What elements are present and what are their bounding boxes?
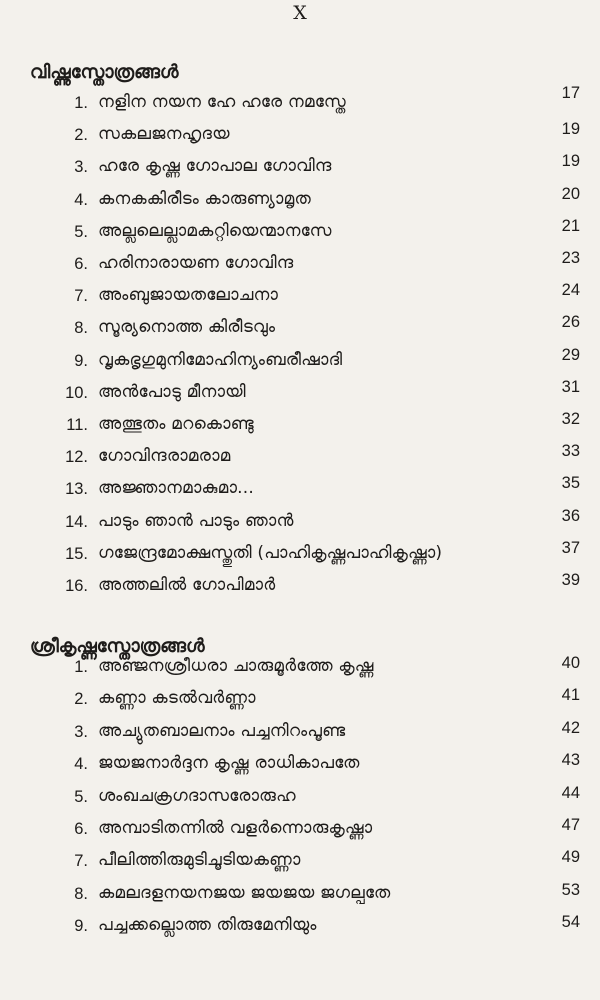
toc-entry-page: 40 <box>561 654 580 672</box>
toc-entry-number: 7. <box>74 852 88 871</box>
toc-entry <box>0 879 600 909</box>
toc-entry-page: 39 <box>561 571 580 589</box>
toc-entry-title: വൃകഭൃഗുമുനിമോഹിന്യംബരീഷാദി <box>98 349 343 370</box>
toc-entry-number: 16. <box>65 577 88 595</box>
toc-entry-title: അംബുജായതലോചനാ <box>98 285 279 306</box>
toc-entry-number: 13. <box>65 480 88 499</box>
toc-entry-title: അമ്പാടിതന്നിൽ വളർന്നൊരുകൃഷ്ണാ <box>98 818 373 838</box>
toc-entry <box>0 911 600 941</box>
toc-entry-number: 3. <box>74 158 88 177</box>
toc-entry-page: 29 <box>561 345 580 364</box>
toc-entry-page: 19 <box>561 152 580 171</box>
toc-entry-number: 6. <box>74 820 88 838</box>
toc-entry <box>0 749 600 779</box>
toc-entry-number: 12. <box>65 448 88 467</box>
toc-entry-number: 1. <box>74 658 88 676</box>
toc-entry-page: 32 <box>561 410 580 428</box>
toc-entry <box>0 378 600 408</box>
toc-entry-title: ഹരിനാരായണ ഗോവിന്ദ <box>98 253 294 273</box>
toc-entry-page: 47 <box>561 816 580 834</box>
toc-entry <box>0 571 600 601</box>
toc-entry-page: 24 <box>561 281 580 300</box>
toc-entry <box>0 313 600 343</box>
toc-entry <box>0 539 600 569</box>
toc-entry <box>0 507 600 537</box>
section-heading-sreekrishna: ശ്രീകൃഷ്ണസ്തോത്രങ്ങൾ <box>30 636 205 657</box>
toc-entry <box>0 152 600 182</box>
toc-entry <box>0 249 600 279</box>
toc-entry-title: ഗജേന്ദ്രമോക്ഷസ്തുതി (പാഹികൃഷ്ണപാഹികൃഷ്ണാ) <box>98 542 443 563</box>
toc-entry <box>0 814 600 844</box>
toc-entry-title: അൻപോടു മീനായി <box>98 381 246 402</box>
toc-entry <box>0 684 600 714</box>
toc-entry-number: 8. <box>74 884 88 903</box>
toc-entry-page: 20 <box>561 184 580 203</box>
toc-entry-number: 4. <box>74 755 88 774</box>
toc-entry-title: പീലിത്തിരുമുടിചൂടിയകണ്ണാ <box>98 850 301 871</box>
toc-entry-page: 42 <box>561 718 580 737</box>
toc-entry-number: 7. <box>74 287 88 306</box>
toc-entry-title: അഞ്ജനശ്രീധരാ ചാരുമൂർത്തേ കൃഷ്ണ <box>98 656 374 676</box>
toc-entry-number: 14. <box>65 512 88 531</box>
toc-entry-number: 5. <box>74 787 88 806</box>
toc-entry-title: സകലജനഹൃദയ <box>98 124 230 145</box>
toc-entry <box>0 185 600 215</box>
toc-entry-page: 33 <box>561 442 580 461</box>
toc-entry <box>0 474 600 504</box>
toc-entry <box>0 120 600 150</box>
toc-entry-number: 10. <box>65 383 88 402</box>
toc-entry <box>0 346 600 376</box>
toc-entry-title: കനകകിരീടം കാരുണ്യാമൃത <box>98 188 311 209</box>
toc-entry-page: 49 <box>561 848 580 867</box>
toc-entry-number: 4. <box>74 190 88 209</box>
toc-entry-page: 21 <box>561 216 580 235</box>
toc-entry-title: സൂര്യനൊത്ത കിരീടവും <box>98 317 276 338</box>
toc-entry-number: 8. <box>74 319 88 338</box>
toc-entry-page: 26 <box>561 313 580 332</box>
toc-entry-page: 19 <box>561 120 580 139</box>
toc-entry-page: 53 <box>561 880 580 899</box>
toc-entry-number: 15. <box>65 544 88 563</box>
toc-entry-page: 35 <box>561 474 580 493</box>
toc-entry-number: 6. <box>74 255 88 273</box>
toc-entry <box>0 281 600 311</box>
toc-entry-title: പാടും ഞാൻ പാടും ഞാൻ <box>98 510 294 531</box>
toc-entry-number: 9. <box>74 917 88 936</box>
toc-entry-page: 41 <box>561 686 580 705</box>
toc-entry-title: അത്ഭുതം മറകൊണ്ടു <box>98 414 254 434</box>
toc-entry-number: 1. <box>74 94 88 112</box>
toc-entry-title: അച്യുതബാലനാം പച്ചനിറംപൂണ്ട <box>98 720 346 741</box>
toc-entry <box>0 717 600 747</box>
toc-entry-title: ശംഖചക്രഗദാസരോരുഹ <box>98 785 296 806</box>
toc-entry-page: 36 <box>561 506 580 525</box>
toc-entry-number: 5. <box>74 222 88 241</box>
toc-entry-page: 31 <box>561 377 580 396</box>
toc-entry-page: 54 <box>561 913 580 932</box>
toc-entry-title: അത്തലിൽ ഗോപിമാർ <box>98 575 276 595</box>
toc-entry <box>0 846 600 876</box>
toc-entry-title: നളിന നയന ഹേ ഹരേ നമസ്തേ <box>98 92 346 112</box>
toc-entry <box>0 84 600 118</box>
toc-entry <box>0 217 600 247</box>
toc-entry <box>0 442 600 472</box>
toc-entry-title: പച്ചക്കല്ലൊത്ത തിരുമേനിയും <box>98 915 317 936</box>
toc-entry-page: 37 <box>561 538 580 557</box>
toc-entry-page: 23 <box>561 249 580 267</box>
toc-entry-title: കമലദളനയനജയ ജയജയ ജഗല്പതേ <box>98 882 391 903</box>
toc-entry-page: 43 <box>561 751 580 770</box>
toc-entry <box>0 652 600 682</box>
toc-entry-title: ജയജനാർദ്ദന കൃഷ്ണ രാധികാപതേ <box>98 753 360 774</box>
toc-entry-title: അജ്ഞാനമാകുമാ... <box>98 478 254 499</box>
toc-entry-number: 2. <box>74 126 88 145</box>
toc-entry-number: 2. <box>74 690 88 709</box>
page-number: X <box>293 2 307 24</box>
toc-entry <box>0 410 600 440</box>
toc-entry-page: 44 <box>561 783 580 802</box>
toc-entry <box>0 782 600 812</box>
toc-entry-title: ഗോവിന്ദരാമരാമ <box>98 446 231 467</box>
toc-entry-number: 3. <box>74 722 88 741</box>
toc-entry-number: 9. <box>74 351 88 370</box>
toc-entry-title: കണ്ണാ കടൽവർണ്ണാ <box>98 688 256 709</box>
toc-entry-number: 11. <box>66 416 88 434</box>
toc-entry-title: ഹരേ കൃഷ്ണ ഗോപാല ഗോവിന്ദ <box>98 156 332 177</box>
toc-entry-page: 17 <box>561 84 580 102</box>
section-heading-vishnu: വിഷ്ണുസ്തോത്രങ്ങൾ <box>30 62 179 83</box>
toc-entry-title: അല്ലലെല്ലാമകറ്റിയെന്മാനസേ <box>98 220 332 241</box>
